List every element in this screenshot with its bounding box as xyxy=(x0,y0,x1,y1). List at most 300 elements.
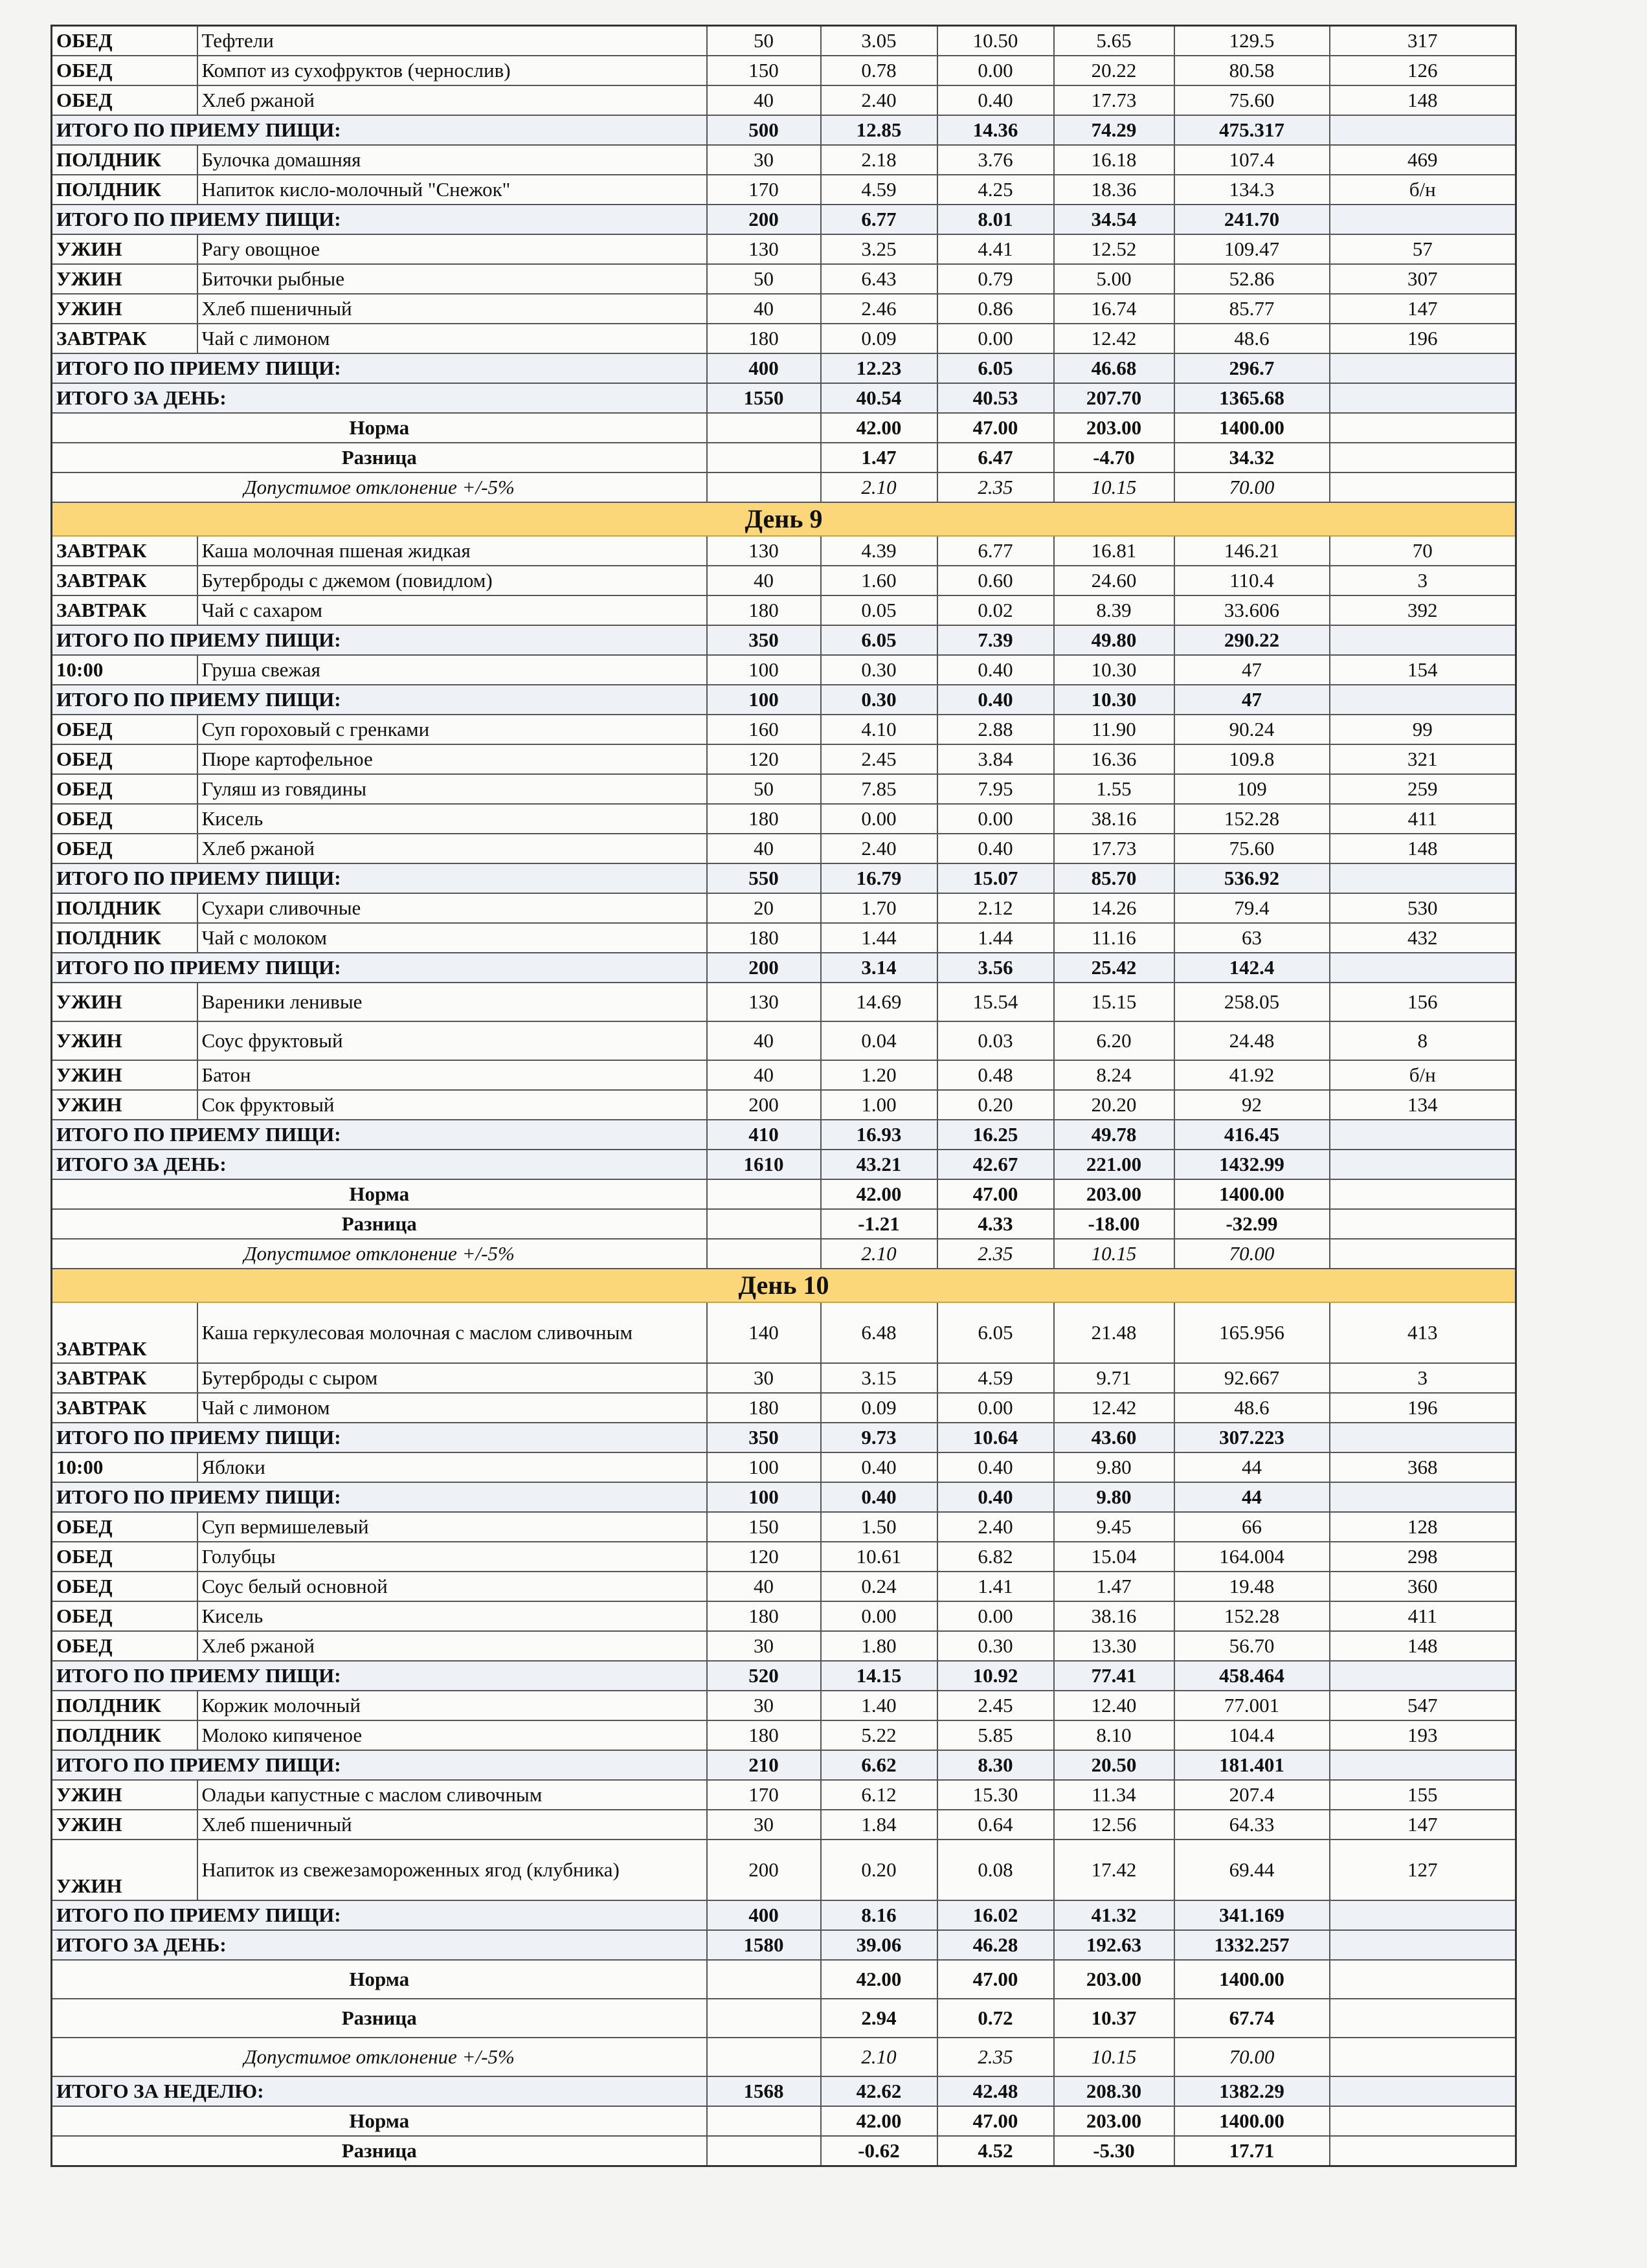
mass-cell: 30 xyxy=(707,1810,821,1840)
day-title: День 9 xyxy=(52,502,1516,536)
kcal-cell: 152.28 xyxy=(1174,1601,1330,1631)
recipe-cell: 3 xyxy=(1330,1363,1516,1393)
kcal-cell: 129.5 xyxy=(1174,26,1330,56)
protein-cell: 14.15 xyxy=(821,1661,937,1691)
kcal-cell: 1400.00 xyxy=(1174,1960,1330,1999)
mass-cell: 1568 xyxy=(707,2076,821,2106)
carbs-cell: 11.90 xyxy=(1054,715,1174,744)
mass-cell: 410 xyxy=(707,1120,821,1150)
dish-row xyxy=(52,1393,1516,1423)
protein-cell: 8.16 xyxy=(821,1900,937,1930)
mass-cell: 1550 xyxy=(707,383,821,413)
mass-cell: 30 xyxy=(707,1363,821,1393)
protein-cell: 12.23 xyxy=(821,353,937,383)
dish-row xyxy=(52,26,1516,56)
dish-cell: Чай с молоком xyxy=(197,923,707,953)
fat-cell: 0.00 xyxy=(937,324,1054,353)
mass-cell xyxy=(707,472,821,502)
protein-cell: 10.61 xyxy=(821,1542,937,1572)
mass-cell: 180 xyxy=(707,1393,821,1423)
dish-row xyxy=(52,1720,1516,1750)
protein-cell: 1.20 xyxy=(821,1060,937,1090)
protein-cell: 0.30 xyxy=(821,655,937,685)
menu-table xyxy=(50,25,1517,2167)
dish-row xyxy=(52,655,1516,685)
protein-cell: 12.85 xyxy=(821,115,937,145)
protein-cell: 43.21 xyxy=(821,1150,937,1179)
mass-cell: 150 xyxy=(707,56,821,85)
fat-cell: 47.00 xyxy=(937,1960,1054,1999)
fat-cell: 3.56 xyxy=(937,953,1054,983)
kcal-cell: 77.001 xyxy=(1174,1691,1330,1720)
protein-cell: 42.62 xyxy=(821,2076,937,2106)
carbs-cell: 5.65 xyxy=(1054,26,1174,56)
fat-cell: 6.77 xyxy=(937,536,1054,566)
mass-cell: 40 xyxy=(707,294,821,324)
recipe-cell xyxy=(1330,1150,1516,1179)
fat-cell: 40.53 xyxy=(937,383,1054,413)
total-label: ИТОГО ЗА ДЕНЬ: xyxy=(52,383,707,413)
kcal-cell: 85.77 xyxy=(1174,294,1330,324)
fat-cell: 2.45 xyxy=(937,1691,1054,1720)
kcal-cell: 41.92 xyxy=(1174,1060,1330,1090)
protein-cell: 5.22 xyxy=(821,1720,937,1750)
fat-cell: 4.59 xyxy=(937,1363,1054,1393)
dish-row xyxy=(52,1060,1516,1090)
mass-cell: 130 xyxy=(707,983,821,1021)
mass-cell: 200 xyxy=(707,205,821,234)
total-row xyxy=(52,953,1516,983)
norm-label: Норма xyxy=(52,1960,707,1999)
kcal-cell: 181.401 xyxy=(1174,1750,1330,1780)
meal-cell: ОБЕД xyxy=(52,1512,197,1542)
recipe-cell xyxy=(1330,472,1516,502)
kcal-cell: 90.24 xyxy=(1174,715,1330,744)
recipe-cell: 469 xyxy=(1330,145,1516,175)
carbs-cell: 203.00 xyxy=(1054,1179,1174,1209)
mass-cell: 40 xyxy=(707,85,821,115)
recipe-cell: б/н xyxy=(1330,175,1516,205)
kcal-cell: 109.47 xyxy=(1174,234,1330,264)
protein-cell: 0.04 xyxy=(821,1021,937,1060)
recipe-cell: 148 xyxy=(1330,85,1516,115)
carbs-cell: 15.04 xyxy=(1054,1542,1174,1572)
fat-cell: 0.00 xyxy=(937,56,1054,85)
kcal-cell: 75.60 xyxy=(1174,834,1330,863)
meal-cell: ЗАВТРАК xyxy=(52,566,197,595)
mass-cell: 170 xyxy=(707,1780,821,1810)
recipe-cell xyxy=(1330,2076,1516,2106)
kcal-cell: 47 xyxy=(1174,655,1330,685)
kcal-cell: -32.99 xyxy=(1174,1209,1330,1239)
kcal-cell: 134.3 xyxy=(1174,175,1330,205)
carbs-cell: 203.00 xyxy=(1054,2106,1174,2136)
dish-cell: Коржик молочный xyxy=(197,1691,707,1720)
carbs-cell: 49.80 xyxy=(1054,625,1174,655)
meal-cell: ЗАВТРАК xyxy=(52,595,197,625)
fat-cell: 5.85 xyxy=(937,1720,1054,1750)
dish-row xyxy=(52,1572,1516,1601)
protein-cell: 40.54 xyxy=(821,383,937,413)
carbs-cell: 9.80 xyxy=(1054,1482,1174,1512)
norm-label: Норма xyxy=(52,1179,707,1209)
dish-cell: Чай с сахаром xyxy=(197,595,707,625)
meal-cell: УЖИН xyxy=(52,1090,197,1120)
kcal-cell: 296.7 xyxy=(1174,353,1330,383)
dish-cell: Бутерброды с джемом (повидлом) xyxy=(197,566,707,595)
meal-cell: ПОЛДНИК xyxy=(52,145,197,175)
carbs-cell: 43.60 xyxy=(1054,1423,1174,1452)
kcal-cell: 416.45 xyxy=(1174,1120,1330,1150)
carbs-cell: 20.22 xyxy=(1054,56,1174,85)
kcal-cell: 164.004 xyxy=(1174,1542,1330,1572)
carbs-cell: 5.00 xyxy=(1054,264,1174,294)
dish-row xyxy=(52,774,1516,804)
carbs-cell: -5.30 xyxy=(1054,2136,1174,2166)
recipe-cell: 360 xyxy=(1330,1572,1516,1601)
dish-row xyxy=(52,923,1516,953)
carbs-cell: 192.63 xyxy=(1054,1930,1174,1960)
fat-cell: 0.03 xyxy=(937,1021,1054,1060)
protein-cell: 42.00 xyxy=(821,413,937,443)
dish-cell: Сок фруктовый xyxy=(197,1090,707,1120)
dish-row xyxy=(52,536,1516,566)
recipe-cell: 392 xyxy=(1330,595,1516,625)
protein-cell: 0.20 xyxy=(821,1840,937,1900)
kcal-cell: 92.667 xyxy=(1174,1363,1330,1393)
total-label: ИТОГО ПО ПРИЕМУ ПИЩИ: xyxy=(52,115,707,145)
protein-cell: 4.39 xyxy=(821,536,937,566)
kcal-cell: 75.60 xyxy=(1174,85,1330,115)
dish-row xyxy=(52,1302,1516,1363)
kcal-cell: 110.4 xyxy=(1174,566,1330,595)
fat-cell: 0.00 xyxy=(937,804,1054,834)
protein-cell: 0.00 xyxy=(821,1601,937,1631)
dish-cell: Рагу овощное xyxy=(197,234,707,264)
dish-row xyxy=(52,1601,1516,1631)
recipe-cell: 148 xyxy=(1330,1631,1516,1661)
kcal-cell: 70.00 xyxy=(1174,2038,1330,2076)
kcal-cell: 1432.99 xyxy=(1174,1150,1330,1179)
carbs-cell: 16.81 xyxy=(1054,536,1174,566)
recipe-cell xyxy=(1330,443,1516,472)
mass-cell: 520 xyxy=(707,1661,821,1691)
total-row xyxy=(52,1150,1516,1179)
kcal-cell: 109.8 xyxy=(1174,744,1330,774)
kcal-cell: 258.05 xyxy=(1174,983,1330,1021)
recipe-cell: 127 xyxy=(1330,1840,1516,1900)
total-row xyxy=(52,115,1516,145)
protein-cell: 6.05 xyxy=(821,625,937,655)
kcal-cell: 458.464 xyxy=(1174,1661,1330,1691)
protein-cell: 0.40 xyxy=(821,1482,937,1512)
dish-cell: Молоко кипяченое xyxy=(197,1720,707,1750)
dish-cell: Бутерброды с сыром xyxy=(197,1363,707,1393)
kcal-cell: 1365.68 xyxy=(1174,383,1330,413)
recipe-cell xyxy=(1330,1930,1516,1960)
fat-cell: 47.00 xyxy=(937,2106,1054,2136)
carbs-cell: 10.30 xyxy=(1054,655,1174,685)
kcal-cell: 17.71 xyxy=(1174,2136,1330,2166)
fat-cell: 10.50 xyxy=(937,26,1054,56)
kcal-cell: 44 xyxy=(1174,1482,1330,1512)
protein-cell: 42.00 xyxy=(821,1960,937,1999)
protein-cell: 1.00 xyxy=(821,1090,937,1120)
kcal-cell: 34.32 xyxy=(1174,443,1330,472)
dish-row xyxy=(52,804,1516,834)
fat-cell: 6.82 xyxy=(937,1542,1054,1572)
protein-cell: 3.25 xyxy=(821,234,937,264)
protein-cell: 7.85 xyxy=(821,774,937,804)
dish-cell: Напиток кисло-молочный "Снежок" xyxy=(197,175,707,205)
norm-row xyxy=(52,1999,1516,2038)
fat-cell: 0.40 xyxy=(937,834,1054,863)
mass-cell: 400 xyxy=(707,353,821,383)
recipe-cell: 259 xyxy=(1330,774,1516,804)
dish-row xyxy=(52,1810,1516,1840)
dish-row xyxy=(52,56,1516,85)
protein-cell: 6.77 xyxy=(821,205,937,234)
dish-row xyxy=(52,834,1516,863)
norm-row xyxy=(52,1179,1516,1209)
carbs-cell: 13.30 xyxy=(1054,1631,1174,1661)
recipe-cell: 547 xyxy=(1330,1691,1516,1720)
recipe-cell: 307 xyxy=(1330,264,1516,294)
mass-cell xyxy=(707,2136,821,2166)
mass-cell: 400 xyxy=(707,1900,821,1930)
deviation-row xyxy=(52,2038,1516,2076)
day-header-row xyxy=(52,1269,1516,1302)
norm-label: Норма xyxy=(52,413,707,443)
mass-cell: 130 xyxy=(707,536,821,566)
meal-cell: ОБЕД xyxy=(52,1631,197,1661)
dish-cell: Груша свежая xyxy=(197,655,707,685)
mass-cell: 180 xyxy=(707,923,821,953)
kcal-cell: 44 xyxy=(1174,1452,1330,1482)
recipe-cell: 57 xyxy=(1330,234,1516,264)
mass-cell: 140 xyxy=(707,1302,821,1363)
dish-cell: Соус белый основной xyxy=(197,1572,707,1601)
kcal-cell: 48.6 xyxy=(1174,1393,1330,1423)
norm-row xyxy=(52,443,1516,472)
dish-cell: Напиток из свежезамороженных ягод (клубника) xyxy=(197,1840,707,1900)
fat-cell: 1.41 xyxy=(937,1572,1054,1601)
fat-cell: 0.30 xyxy=(937,1631,1054,1661)
kcal-cell: 64.33 xyxy=(1174,1810,1330,1840)
recipe-cell xyxy=(1330,1999,1516,2038)
recipe-cell xyxy=(1330,2136,1516,2166)
recipe-cell: 193 xyxy=(1330,1720,1516,1750)
mass-cell: 40 xyxy=(707,1060,821,1090)
total-label: ИТОГО ПО ПРИЕМУ ПИЩИ: xyxy=(52,863,707,893)
kcal-cell: 341.169 xyxy=(1174,1900,1330,1930)
total-row xyxy=(52,205,1516,234)
recipe-cell xyxy=(1330,1179,1516,1209)
kcal-cell: 67.74 xyxy=(1174,1999,1330,2038)
carbs-cell: 15.15 xyxy=(1054,983,1174,1021)
dish-cell: Тефтели xyxy=(197,26,707,56)
fat-cell: 6.05 xyxy=(937,353,1054,383)
kcal-cell: 79.4 xyxy=(1174,893,1330,923)
protein-cell: 3.15 xyxy=(821,1363,937,1393)
mass-cell xyxy=(707,443,821,472)
mass-cell: 30 xyxy=(707,145,821,175)
fat-cell: 7.39 xyxy=(937,625,1054,655)
protein-cell: 0.24 xyxy=(821,1572,937,1601)
kcal-cell: 80.58 xyxy=(1174,56,1330,85)
mass-cell: 30 xyxy=(707,1631,821,1661)
recipe-cell: 196 xyxy=(1330,1393,1516,1423)
protein-cell: 6.43 xyxy=(821,264,937,294)
kcal-cell: 107.4 xyxy=(1174,145,1330,175)
meal-cell: ОБЕД xyxy=(52,1542,197,1572)
mass-cell: 170 xyxy=(707,175,821,205)
recipe-cell: 128 xyxy=(1330,1512,1516,1542)
total-label: ИТОГО ЗА НЕДЕЛЮ: xyxy=(52,2076,707,2106)
dish-row xyxy=(52,595,1516,625)
recipe-cell: 126 xyxy=(1330,56,1516,85)
norm-row xyxy=(52,1960,1516,1999)
protein-cell: 1.70 xyxy=(821,893,937,923)
norm-label: Разница xyxy=(52,1209,707,1239)
total-row xyxy=(52,353,1516,383)
recipe-cell xyxy=(1330,1120,1516,1150)
total-label: ИТОГО ПО ПРИЕМУ ПИЩИ: xyxy=(52,685,707,715)
mass-cell: 1580 xyxy=(707,1930,821,1960)
meal-cell: ОБЕД xyxy=(52,804,197,834)
protein-cell: 42.00 xyxy=(821,2106,937,2136)
mass-cell: 350 xyxy=(707,625,821,655)
mass-cell: 180 xyxy=(707,324,821,353)
carbs-cell: 20.50 xyxy=(1054,1750,1174,1780)
deviation-row xyxy=(52,1239,1516,1269)
kcal-cell: 307.223 xyxy=(1174,1423,1330,1452)
carbs-cell: 9.80 xyxy=(1054,1452,1174,1482)
meal-cell: ЗАВТРАК xyxy=(52,1393,197,1423)
mass-cell: 40 xyxy=(707,1021,821,1060)
mass-cell: 50 xyxy=(707,26,821,56)
carbs-cell: 9.71 xyxy=(1054,1363,1174,1393)
deviation-label: Допустимое отклонение +/-5% xyxy=(52,2038,707,2076)
recipe-cell xyxy=(1330,953,1516,983)
protein-cell: 2.10 xyxy=(821,1239,937,1269)
mass-cell xyxy=(707,1239,821,1269)
meal-cell: ОБЕД xyxy=(52,56,197,85)
carbs-cell: 8.39 xyxy=(1054,595,1174,625)
total-row xyxy=(52,383,1516,413)
carbs-cell: 12.42 xyxy=(1054,1393,1174,1423)
carbs-cell: 10.15 xyxy=(1054,1239,1174,1269)
kcal-cell: 241.70 xyxy=(1174,205,1330,234)
carbs-cell: 46.68 xyxy=(1054,353,1174,383)
fat-cell: 0.40 xyxy=(937,1452,1054,1482)
total-row xyxy=(52,685,1516,715)
dish-cell: Чай с лимоном xyxy=(197,1393,707,1423)
kcal-cell: 66 xyxy=(1174,1512,1330,1542)
fat-cell: 0.86 xyxy=(937,294,1054,324)
fat-cell: 0.40 xyxy=(937,685,1054,715)
fat-cell: 0.40 xyxy=(937,85,1054,115)
dish-cell: Пюре картофельное xyxy=(197,744,707,774)
dish-row xyxy=(52,145,1516,175)
meal-cell: ЗАВТРАК xyxy=(52,536,197,566)
carbs-cell: 85.70 xyxy=(1054,863,1174,893)
fat-cell: 10.64 xyxy=(937,1423,1054,1452)
carbs-cell: 10.15 xyxy=(1054,472,1174,502)
dish-row xyxy=(52,1452,1516,1482)
recipe-cell xyxy=(1330,1239,1516,1269)
protein-cell: 0.78 xyxy=(821,56,937,85)
carbs-cell: 1.47 xyxy=(1054,1572,1174,1601)
fat-cell: 2.40 xyxy=(937,1512,1054,1542)
kcal-cell: 152.28 xyxy=(1174,804,1330,834)
fat-cell: 0.79 xyxy=(937,264,1054,294)
total-row xyxy=(52,625,1516,655)
recipe-cell xyxy=(1330,1209,1516,1239)
dish-cell: Оладьи капустные с маслом сливочным xyxy=(197,1780,707,1810)
dish-row xyxy=(52,1631,1516,1661)
total-row xyxy=(52,1930,1516,1960)
recipe-cell: 147 xyxy=(1330,1810,1516,1840)
dish-row xyxy=(52,1021,1516,1060)
total-row xyxy=(52,1661,1516,1691)
total-row xyxy=(52,863,1516,893)
recipe-cell: 411 xyxy=(1330,804,1516,834)
recipe-cell: 432 xyxy=(1330,923,1516,953)
total-row xyxy=(52,1750,1516,1780)
fat-cell: 4.41 xyxy=(937,234,1054,264)
recipe-cell: 156 xyxy=(1330,983,1516,1021)
recipe-cell: 368 xyxy=(1330,1452,1516,1482)
carbs-cell: 41.32 xyxy=(1054,1900,1174,1930)
meal-cell: ОБЕД xyxy=(52,834,197,863)
mass-cell xyxy=(707,1209,821,1239)
total-label: ИТОГО ПО ПРИЕМУ ПИЩИ: xyxy=(52,953,707,983)
recipe-cell xyxy=(1330,685,1516,715)
fat-cell: 15.07 xyxy=(937,863,1054,893)
dish-cell: Каша геркулесовая молочная с маслом сливочным xyxy=(197,1302,707,1363)
fat-cell: 0.20 xyxy=(937,1090,1054,1120)
carbs-cell: 12.42 xyxy=(1054,324,1174,353)
carbs-cell: 10.15 xyxy=(1054,2038,1174,2076)
mass-cell: 180 xyxy=(707,804,821,834)
norm-label: Разница xyxy=(52,2136,707,2166)
fat-cell: 0.60 xyxy=(937,566,1054,595)
protein-cell: 2.94 xyxy=(821,1999,937,2038)
fat-cell: 8.30 xyxy=(937,1750,1054,1780)
recipe-cell xyxy=(1330,1482,1516,1512)
protein-cell: -0.62 xyxy=(821,2136,937,2166)
meal-cell: 10:00 xyxy=(52,1452,197,1482)
protein-cell: 1.40 xyxy=(821,1691,937,1720)
mass-cell: 40 xyxy=(707,1572,821,1601)
protein-cell: 2.40 xyxy=(821,85,937,115)
kcal-cell: 290.22 xyxy=(1174,625,1330,655)
kcal-cell: 207.4 xyxy=(1174,1780,1330,1810)
carbs-cell: 20.20 xyxy=(1054,1090,1174,1120)
total-row xyxy=(52,1482,1516,1512)
kcal-cell: 24.48 xyxy=(1174,1021,1330,1060)
deviation-row xyxy=(52,472,1516,502)
fat-cell: 47.00 xyxy=(937,1179,1054,1209)
kcal-cell: 165.956 xyxy=(1174,1302,1330,1363)
dish-cell: Булочка домашняя xyxy=(197,145,707,175)
fat-cell: 15.54 xyxy=(937,983,1054,1021)
protein-cell: 2.45 xyxy=(821,744,937,774)
kcal-cell: 92 xyxy=(1174,1090,1330,1120)
mass-cell: 200 xyxy=(707,1840,821,1900)
meal-cell: ПОЛДНИК xyxy=(52,175,197,205)
